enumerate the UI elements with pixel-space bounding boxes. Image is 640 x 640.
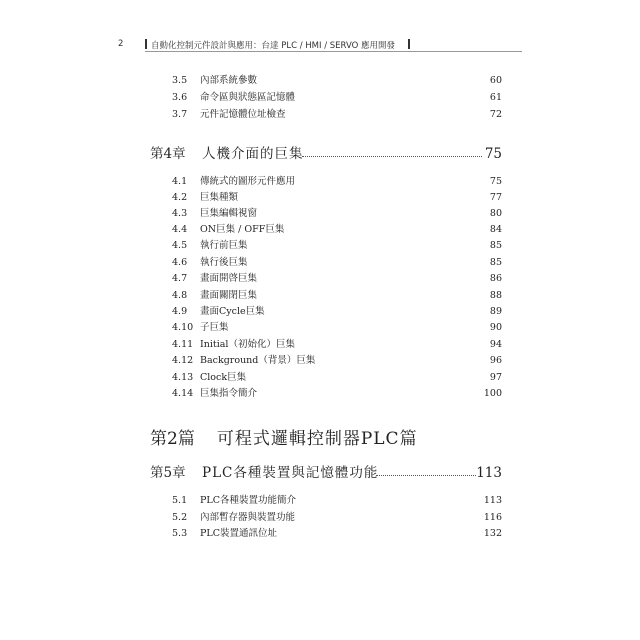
part-title: 可程式邏輯控制器PLC篇 — [216, 429, 418, 449]
section-number: 4.5 — [172, 240, 188, 251]
toc-entry — [172, 174, 502, 189]
toc-entry — [172, 271, 502, 286]
section-page: 97 — [489, 372, 502, 383]
section-page: 100 — [483, 388, 502, 399]
section-title: 畫面開啓巨集 — [200, 273, 258, 284]
section-page: 94 — [489, 339, 502, 350]
section-page: 116 — [483, 512, 502, 523]
chapter-page: 75 — [484, 146, 502, 162]
toc-entry — [172, 353, 502, 368]
section-title: 子巨集 — [200, 322, 229, 333]
section-page: 77 — [489, 192, 502, 203]
chapter-page: 113 — [476, 465, 502, 481]
section-number: 4.12 — [172, 355, 194, 366]
toc-entry — [172, 320, 502, 335]
toc-entry — [172, 304, 502, 319]
running-header — [118, 38, 522, 52]
section-number: 4.1 — [172, 176, 188, 187]
section-number: 4.2 — [172, 192, 188, 203]
section-number: 4.9 — [172, 306, 188, 317]
section-page: 80 — [489, 208, 502, 219]
chapter-heading — [150, 144, 502, 164]
chapter-title: PLC各種裝置與記憶體功能 — [202, 465, 379, 481]
section-number: 5.3 — [172, 528, 188, 539]
section-page: 88 — [489, 290, 502, 301]
header-title: 自動化控制元件設計與應用：台達 PLC / HMI / SERVO 應用開發 — [151, 41, 396, 51]
toc-entry — [172, 90, 502, 105]
toc-entry — [172, 288, 502, 303]
section-title: PLC裝置通訊位址 — [200, 528, 277, 539]
toc-entry — [172, 255, 502, 270]
section-page: 85 — [489, 240, 502, 251]
header-right-bar — [408, 39, 410, 49]
chapter-heading — [150, 463, 502, 483]
part-label: 第2篇 — [150, 429, 195, 449]
section-title: ON巨集 / OFF巨集 — [200, 224, 285, 235]
section-title: 命令區與狀態區記憶體 — [200, 92, 296, 103]
section-title: Initial（初始化）巨集 — [200, 339, 295, 350]
section-page: 85 — [489, 257, 502, 268]
toc-entry — [172, 510, 502, 525]
section-number: 4.11 — [172, 339, 194, 350]
section-number: 5.1 — [172, 495, 188, 506]
toc-entry — [172, 206, 502, 221]
section-title: Background（背景）巨集 — [200, 355, 316, 366]
section-page: 96 — [489, 355, 502, 366]
section-title: 內部系統參數 — [200, 75, 258, 86]
chapter-title: 人機介面的巨集 — [202, 146, 304, 162]
section-page: 84 — [489, 224, 502, 235]
section-number: 4.4 — [172, 224, 188, 235]
toc-entry — [172, 386, 502, 401]
section-title: 執行後巨集 — [200, 257, 248, 268]
section-page: 113 — [483, 495, 502, 506]
toc-entry — [172, 526, 502, 541]
section-page: 60 — [489, 75, 502, 86]
section-number: 5.2 — [172, 512, 188, 523]
section-page: 132 — [483, 528, 502, 539]
header-left-bar — [145, 39, 147, 49]
section-number: 3.5 — [172, 75, 188, 86]
section-number: 4.10 — [172, 322, 194, 333]
section-number: 3.6 — [172, 92, 188, 103]
toc-entry — [172, 337, 502, 352]
section-page: 75 — [489, 176, 502, 187]
toc-entry — [172, 493, 502, 508]
section-page: 90 — [489, 322, 502, 333]
section-number: 4.14 — [172, 388, 194, 399]
toc-entry — [172, 190, 502, 205]
header-page-number: 2 — [118, 39, 124, 49]
chapter-label: 第4章 — [150, 146, 186, 162]
section-title: 傳統式的圖形元件應用 — [200, 176, 296, 187]
section-page: 61 — [489, 92, 502, 103]
toc-entry — [172, 222, 502, 237]
section-title: 巨集種類 — [200, 192, 239, 203]
toc-entry — [172, 370, 502, 385]
toc-entry — [172, 73, 502, 88]
section-title: 巨集指令簡介 — [200, 388, 258, 399]
header-rule — [145, 51, 522, 52]
section-title: PLC各種裝置功能簡介 — [200, 495, 296, 506]
section-title: Clock巨集 — [200, 372, 247, 383]
section-title: 內部暫存器與裝置功能 — [200, 512, 296, 523]
section-title: 畫面關閉巨集 — [200, 290, 258, 301]
chapter-label: 第5章 — [150, 465, 186, 481]
section-number: 3.7 — [172, 109, 188, 120]
section-number: 4.8 — [172, 290, 188, 301]
leader-dots — [376, 475, 476, 476]
section-number: 4.7 — [172, 273, 188, 284]
section-number: 4.3 — [172, 208, 188, 219]
leader-dots — [302, 156, 482, 157]
section-title: 巨集編輯視窗 — [200, 208, 258, 219]
section-page: 72 — [489, 109, 502, 120]
section-title: 執行前巨集 — [200, 240, 248, 251]
section-number: 4.13 — [172, 372, 194, 383]
toc-entry — [172, 107, 502, 122]
section-page: 86 — [489, 273, 502, 284]
section-number: 4.6 — [172, 257, 188, 268]
part-heading — [150, 426, 418, 452]
toc-entry — [172, 238, 502, 253]
section-title: 畫面Cycle巨集 — [200, 306, 265, 317]
section-title: 元件記憶體位址檢查 — [200, 109, 286, 120]
section-page: 89 — [489, 306, 502, 317]
